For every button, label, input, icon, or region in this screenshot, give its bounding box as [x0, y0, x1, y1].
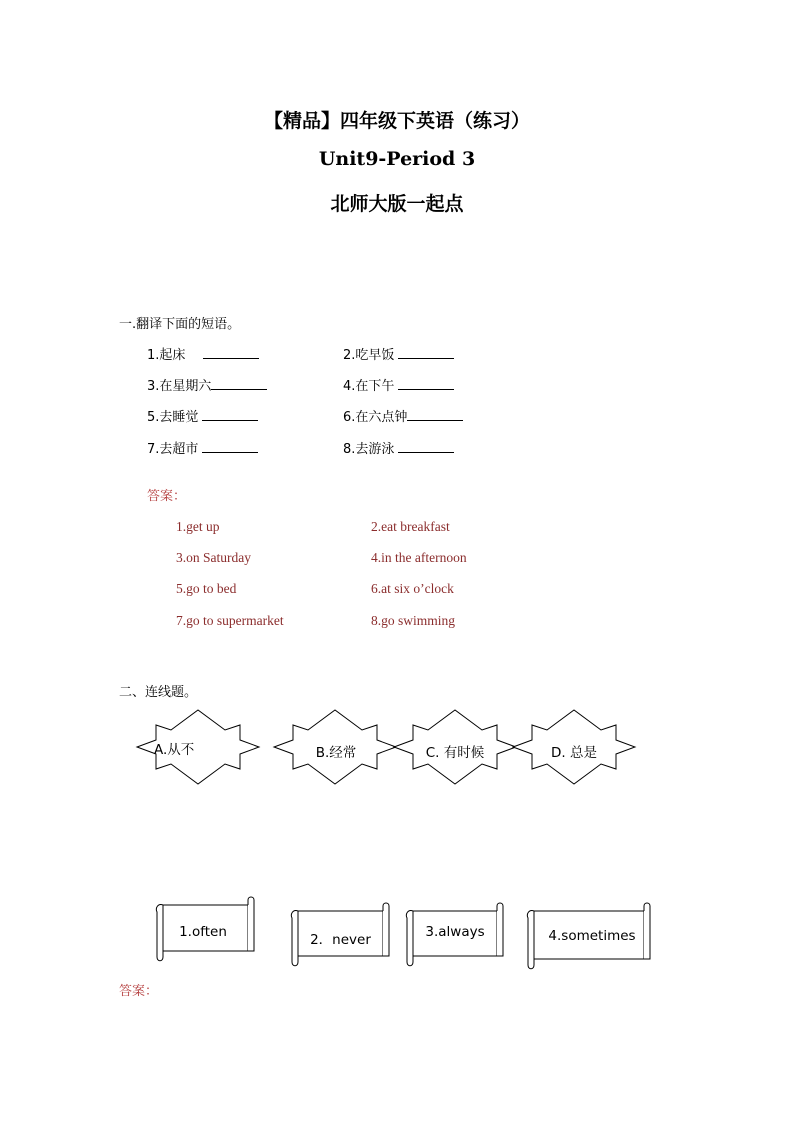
publisher-line: 北师大版一起点 — [330, 193, 464, 215]
section2-answer-label: 答案： — [119, 984, 159, 999]
star-label-d: D. 总是 — [551, 745, 597, 761]
page-title: 【精品】四年级下英语（练习） — [263, 110, 530, 132]
phrase-item-7: 7.去超市 — [147, 438, 258, 457]
phrase-item-3: 3.在星期六 — [147, 375, 267, 394]
answer-4: 4.in the afternoon — [371, 550, 467, 565]
phrase-item-4: 4.在下午 — [343, 375, 454, 394]
scroll-label-1: 1.often — [179, 924, 227, 940]
scroll-label-4: 4.sometimes — [548, 928, 636, 944]
star-label-a: A.从不 — [154, 742, 195, 758]
phrase-item-5: 5.去睡觉 — [147, 406, 258, 425]
star-label-c: C. 有时候 — [425, 745, 485, 761]
answer-6: 6.at six o’clock — [371, 581, 454, 596]
scroll-label-3: 3.always — [425, 924, 485, 940]
answer-7: 7.go to supermarket — [176, 613, 284, 628]
answer-5: 5.go to bed — [176, 581, 237, 596]
answer-1: 1.get up — [176, 519, 220, 534]
phrase-item-1: 1.起床 — [147, 344, 259, 363]
unit-subtitle: Unit9-Period 3 — [318, 148, 476, 170]
section2-heading: 二、连线题。 — [119, 685, 198, 700]
answer-3: 3.on Saturday — [176, 550, 251, 565]
answer-label: 答案： — [147, 489, 187, 504]
answer-8: 8.go swimming — [371, 613, 456, 628]
phrase-item-6: 6.在六点钟 — [343, 406, 463, 425]
answer-2: 2.eat breakfast — [371, 519, 450, 534]
section1-heading: 一.翻译下面的短语。 — [119, 317, 241, 332]
phrase-item-2: 2.吃早饭 — [343, 344, 454, 363]
scroll-label-2: 2．never — [310, 932, 371, 948]
phrase-item-8: 8.去游泳 — [343, 438, 454, 457]
star-label-b: B.经常 — [315, 745, 357, 761]
